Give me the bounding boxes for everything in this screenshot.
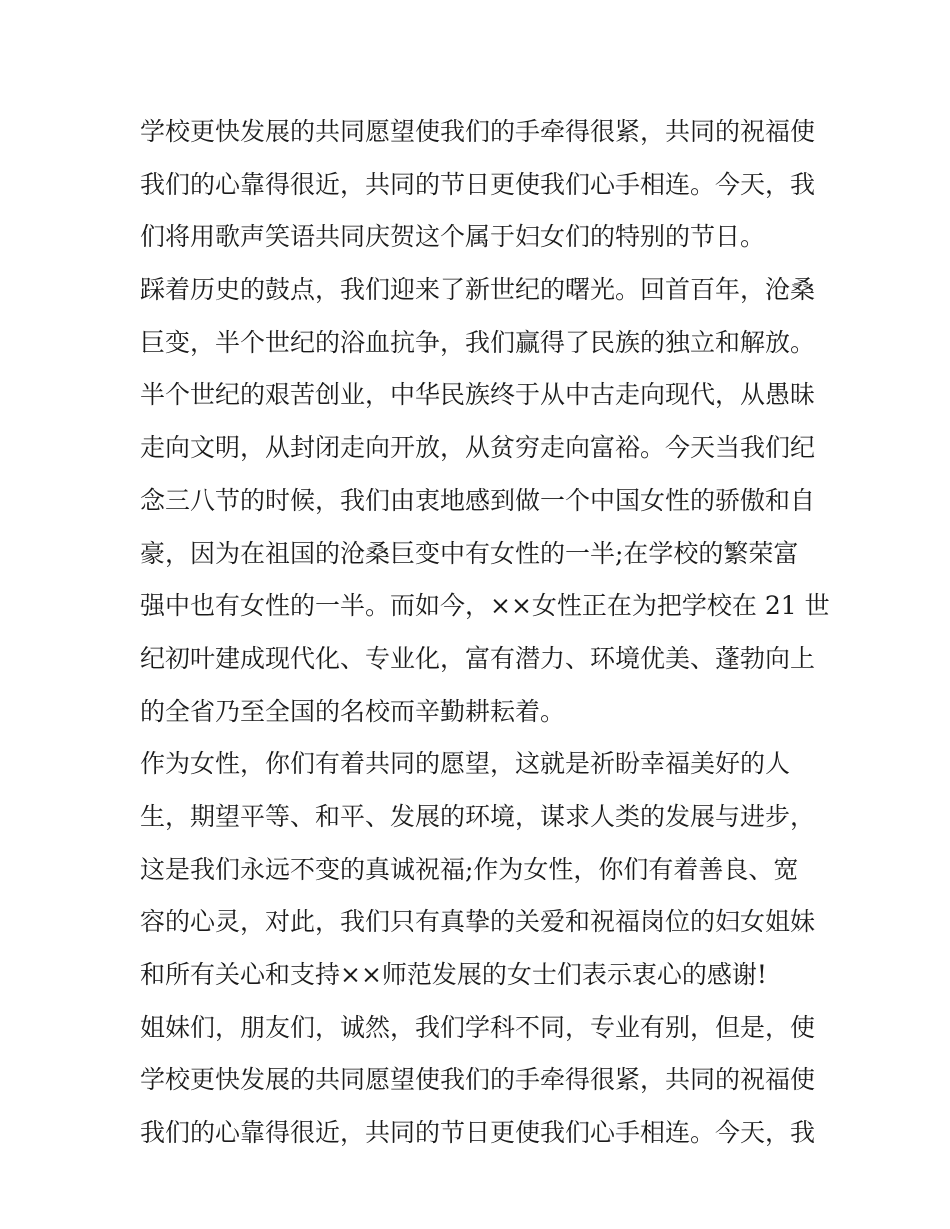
text-line: 我们的心靠得很近，共同的节日更使我们心手相连。今天，我 (140, 1118, 816, 1148)
text-line: 走向文明，从封闭走向开放，从贫穷走向富裕。今天当我们纪 (140, 433, 816, 463)
text-line: 强中也有女性的一半。而如今，××女性正在为把学校在 21 世 (140, 591, 830, 621)
text-line: 的全省乃至全国的名校而辛勤耕耘着。 (140, 696, 566, 726)
text-line: 容的心灵，对此，我们只有真挚的关爱和祝福岗位的妇女姐妹 (140, 907, 816, 937)
text-line: 踩着历史的鼓点，我们迎来了新世纪的曙光。回首百年，沧桑 (140, 275, 816, 305)
body-text (140, 106, 830, 1160)
text-line: 这是我们永远不变的真诚祝福;作为女性，你们有着善良、宽 (140, 854, 799, 884)
text-line: 学校更快发展的共同愿望使我们的手牵得很紧，共同的祝福使 (140, 117, 816, 146)
text-line: 学校更快发展的共同愿望使我们的手牵得很紧，共同的祝福使 (140, 1065, 816, 1095)
text-line: 们将用歌声笑语共同庆贺这个属于妇女们的特别的节日。 (140, 222, 766, 252)
text-line: 和所有关心和支持××师范发展的女士们表示衷心的感谢! (140, 960, 767, 989)
text-line: 念三八节的时候，我们由衷地感到做一个中国女性的骄傲和自 (140, 485, 816, 515)
text-line: 豪，因为在祖国的沧桑巨变中有女性的一半;在学校的繁荣富 (140, 538, 799, 568)
text-line: 作为女性，你们有着共同的愿望，这就是祈盼幸福美好的人 (140, 749, 791, 779)
text-line: 生，期望平等、和平、发展的环境，谋求人类的发展与进步， (140, 801, 816, 831)
text-line: 我们的心靠得很近，共同的节日更使我们心手相连。今天，我 (140, 169, 816, 199)
text-line: 纪初叶建成现代化、专业化，富有潜力、环境优美、蓬勃向上 (140, 643, 816, 673)
text-line: 姐妹们，朋友们，诚然，我们学科不同，专业有别，但是，使 (140, 1012, 816, 1042)
text-line: 半个世纪的艰苦创业，中华民族终于从中古走向现代，从愚昧 (140, 380, 816, 410)
text-line: 巨变，半个世纪的浴血抗争，我们赢得了民族的独立和解放。 (140, 327, 816, 357)
